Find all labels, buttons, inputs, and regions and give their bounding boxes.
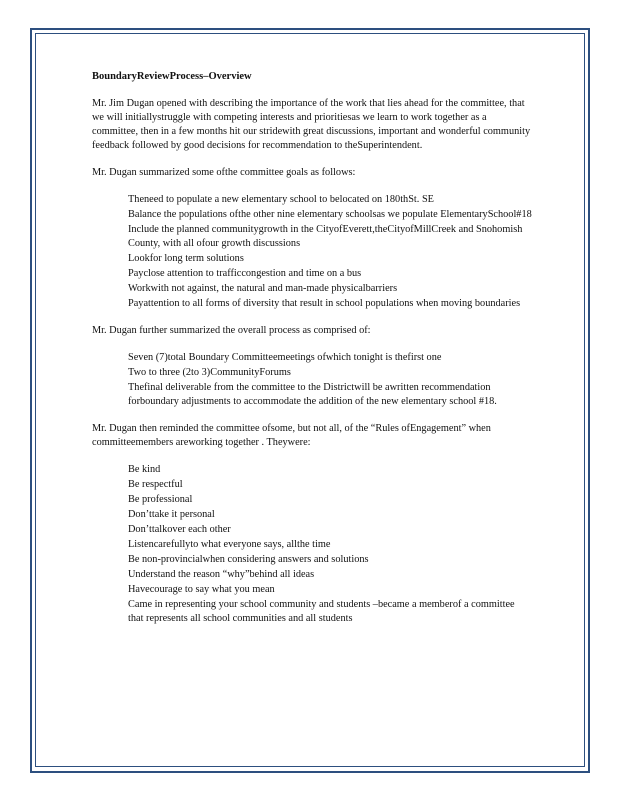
rules-list-item-text: Be professional [128,494,193,505]
goals-intro-paragraph: Mr. Dugan summarized some ofthe committee goals as follows: [92,167,356,178]
goals-list-item-text: Lookfor long term solutions [128,253,244,264]
process-list [92,351,532,409]
rules-list-item-text: Don’ttake it personal [128,509,215,520]
rules-list-item-text: Came in representing your school community and students –became a memberof a committee that represents all school communities and all students [128,599,515,624]
goals-list-item [110,297,532,311]
goals-list-item-text: Workwith not against, the natural and man-made physicalbarriers [128,283,398,294]
goals-list-item [110,282,532,296]
document-title: BoundaryReviewProcess–Overview [92,71,252,82]
rules-list [92,463,532,626]
rules-list-item [110,568,532,582]
process-list-item-text: Thefinal deliverable from the committee to the Districtwill be awritten recommendation forboundary adjustments to accommodate the addition of the new elementary school #18. [128,382,497,407]
rules-intro-paragraph: Mr. Dugan then reminded the committee ofsome, but not all, of the “Rules ofEngagement” when committeemembers areworking together . Theywere: [92,423,491,448]
rules-list-item [110,553,532,567]
goals-list-item-text: Theneed to populate a new elementary school to belocated on 180thSt. SE [128,194,434,205]
goals-list-item [110,267,532,281]
goals-list-item [110,193,532,207]
rules-list-item [110,478,532,492]
process-list-item [110,351,532,365]
rules-list-item-text: Don’ttalkover each other [128,524,231,535]
rules-list-item [110,463,532,477]
goals-list-item [110,208,532,222]
rules-list-item [110,583,532,597]
rules-list-item-text: Be kind [128,464,161,475]
goals-list-item [110,223,532,251]
process-intro-paragraph: Mr. Dugan further summarized the overall process as comprised of: [92,325,371,336]
rules-list-item-text: Be respectful [128,479,183,490]
rules-list-item [110,598,532,626]
document-body [92,70,532,639]
rules-list-item [110,523,532,537]
rules-list-item-text: Listencarefullyto what everyone says, allthe time [128,539,331,550]
rules-list-item-text: Understand the reason “why”behind all ideas [128,569,315,580]
rules-list-item [110,508,532,522]
goals-list [92,193,532,311]
rules-list-item-text: Havecourage to say what you mean [128,584,275,595]
goals-list-item-text: Payclose attention to trafficcongestion and time on a bus [128,268,362,279]
process-list-item-text: Seven (7)total Boundary Committeemeetings ofwhich tonight is thefirst one [128,352,442,363]
intro-paragraph: Mr. Jim Dugan opened with describing the importance of the work that lies ahead for the committee, that we will initiallystruggle with competing interests and prioritiesas we learn to work together as a committee, then in a few months hit our stridewith great discussions, important and wonderful community feedback followed by good decisions for recommendation to theSuperintendent. [92,98,531,151]
goals-list-item-text: Balance the populations ofthe other nine elementary schoolsas we populate ElementarySchool#18 [128,209,532,220]
rules-list-item [110,538,532,552]
process-list-item [110,381,532,409]
goals-list-item-text: Payattention to all forms of diversity that result in school populations when moving boundaries [128,298,521,309]
rules-list-item-text: Be non-provincialwhen considering answers and solutions [128,554,369,565]
process-list-item [110,366,532,380]
goals-list-item-text: Include the planned communitygrowth in the CityofEverett,theCityofMillCreek and Snohomish County, with all ofour growth discussions [128,224,523,249]
rules-list-item [110,493,532,507]
process-list-item-text: Two to three (2to 3)CommunityForums [128,367,291,378]
goals-list-item [110,252,532,266]
